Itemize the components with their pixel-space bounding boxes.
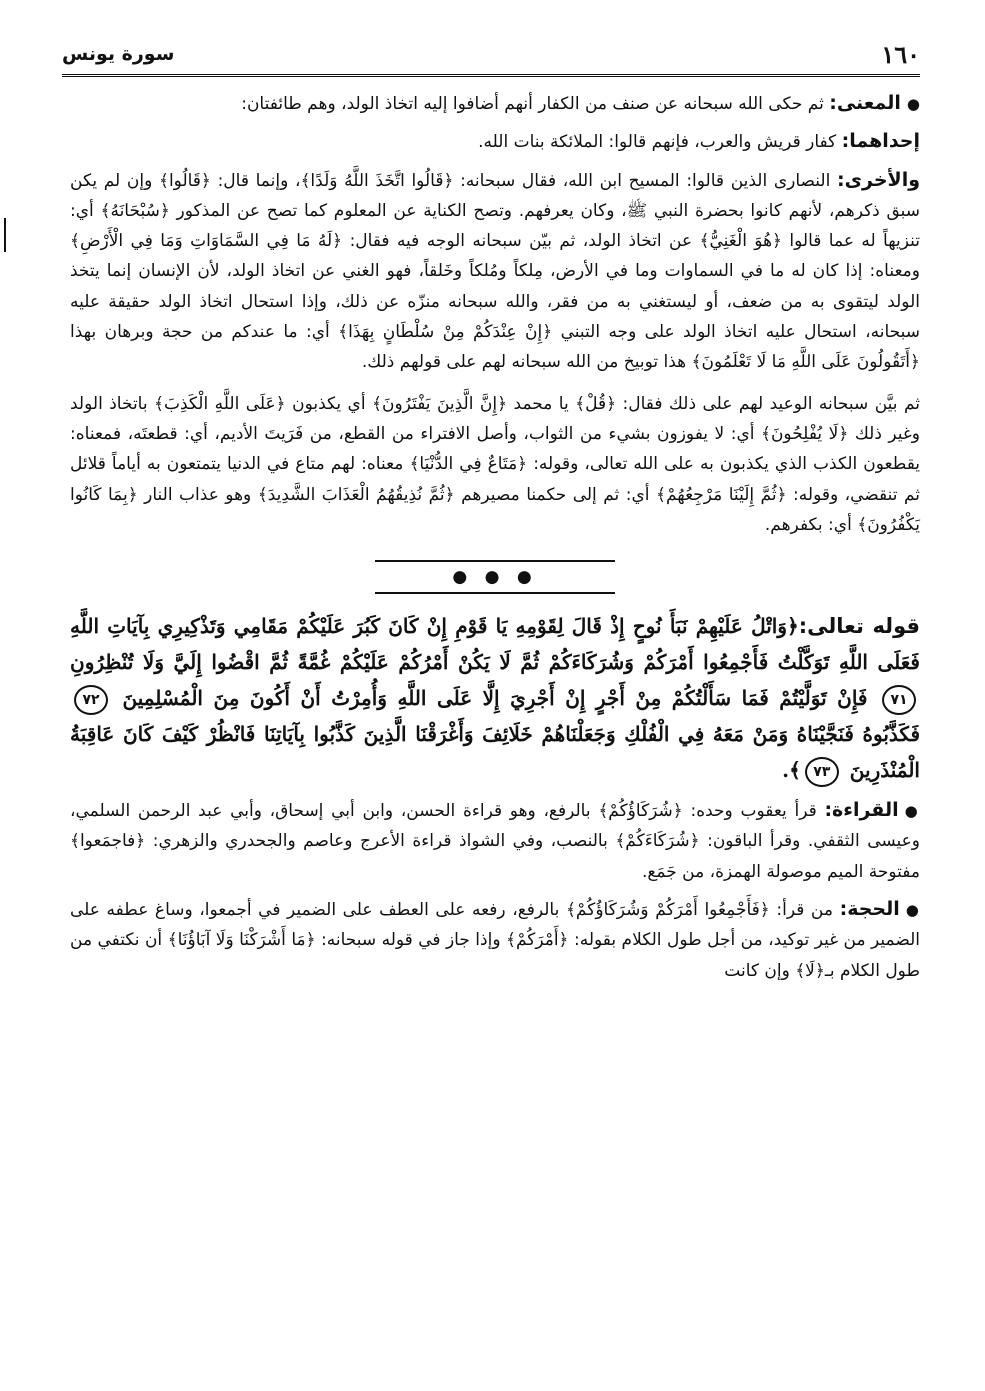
text-segment: النصارى الذين قالوا: المسيح ابن الله، فقال سبحانه: [460, 170, 831, 191]
text-segment: معناه: لهم متاع في الدنيا يتمتعون به أياماً قلائل ثم تنقضي، وقوله: [70, 454, 921, 505]
text-segment: أي يكذبون [292, 393, 366, 414]
divider-dots: ● ● ● [452, 567, 538, 588]
text-segment: وإن لم يكن سبق ذكرهم، لأنهم كانوا بحضرة النبي ﷺ، وكان يعرفهم. وتصح الكناية عن المعلوم كما تصح عن المذكور [70, 170, 921, 221]
verse-quote: ﴿مَتَاعٌ فِي الدُّنْيَا﴾ [409, 454, 528, 475]
page-header [62, 34, 920, 77]
paragraph-text: كفار قريش والعرب، فإنهم قالوا: الملائكة بنات الله. [478, 132, 837, 153]
verse-quote: ﴿شُرَكَاءَكُمْ﴾ [615, 831, 700, 852]
verse-quote: ﴿فَأَجْمِعُوا أَمْرَكُمْ وَشُرَكَاؤُكُمْ﴾ [565, 900, 770, 921]
meaning-paragraph [70, 88, 920, 119]
ayah-number-icon: ٧٢ [74, 685, 108, 715]
verse-quote: ﴿قُلْ﴾ [575, 393, 617, 414]
text-segment: أن نكتفي من طول الكلام بـ [70, 930, 920, 981]
verse-quote: ﴿لَا﴾ [795, 960, 825, 981]
verse-quote: ﴿عَلَى اللَّهِ الْكَذِبَ﴾ [154, 393, 286, 414]
bullet-icon: ● [905, 901, 921, 920]
text-segment: باتخاذ الولد وغير ذلك [70, 393, 920, 444]
verse-quote: ﴿أَمْرَكُمْ﴾ [505, 930, 569, 951]
term-first: إحداهما: [841, 130, 920, 153]
verse-quote: ﴿قَالُوا﴾ [158, 170, 211, 191]
readings-paragraph [70, 795, 920, 887]
text-segment: عن اتخاذ الولد، ثم بيّن سبحانه الوجه فيه فقال: [349, 231, 693, 252]
ayah-number-icon: ٧٣ [805, 757, 839, 787]
verse-quote: ﴿لَا يُفْلِحُونَ﴾ [760, 423, 849, 444]
text-segment: بالرفع، وهو قراءة الحسن، وابن أبي إسحاق، وأبي عبد الرحمن السلمي، وعيسى الثقفي. وقرأ الباقون: [70, 801, 921, 852]
text-segment: مفتوحة الميم موصولة الهمزة، من جَمَع. [641, 861, 920, 882]
verse-quote: ﴿أَتَقُولُونَ عَلَى اللَّهِ مَا لَا تَعْلَمُونَ﴾ [691, 352, 920, 373]
verse-lead: قوله تعالى: [798, 614, 920, 639]
verse-quote: ﴿هُوَ الْغَنِيُّ﴾ [699, 231, 783, 252]
text-segment: وهو عذاب النار [144, 484, 252, 505]
text-segment: بالرفع، رفعه على العطف على الضمير في أجمعوا، وساغ عطفه على الضمير من غير توكيد، من أجل طول الكلام بقوله: [70, 900, 921, 951]
verse-quote: ﴿فاجمَعوا﴾ [70, 831, 146, 852]
verse-quote: ﴿سُبْحَانَهُ﴾ [100, 200, 170, 221]
divider-line-bottom [375, 592, 615, 594]
quran-text-end: ﴾. [782, 758, 801, 783]
ayah-number-icon: ٧١ [882, 685, 916, 715]
term-second: والأخرى: [837, 168, 921, 191]
text-segment: أي: بكفرهم. [764, 514, 852, 535]
term-argument: الحجة: [839, 898, 900, 921]
verse-quote: ﴿مَا أَشْرَكْنَا وَلَا آبَاؤُنَا﴾ [167, 930, 316, 951]
margin-mark [4, 218, 6, 252]
surah-name: سورة يونس [62, 43, 175, 65]
verse-quote: ﴿ثُمَّ إِلَيْنَا مَرْجِعُهُمْ﴾ [655, 484, 787, 505]
verse-quote: ﴿قَالُوا اتَّخَذَ اللَّهُ وَلَدًا﴾ [300, 170, 454, 191]
text-segment: وإذا جاز في قوله سبحانه: [321, 930, 501, 951]
text-segment: من قرأ: [776, 900, 833, 921]
term-meaning: المعنى: [829, 92, 901, 114]
section-divider [375, 560, 615, 594]
text-segment: أي: ما عندكم من حجة وبرهان بهذا [70, 322, 330, 343]
verse-quote: ﴿ثُمَّ نُذِيقُهُمُ الْعَذَابَ الشَّدِيدَ﴾ [257, 484, 455, 505]
first-group-paragraph [70, 126, 920, 157]
bullet-icon: ● [906, 95, 920, 113]
text-segment: ، وإنما قال: [217, 170, 301, 191]
text-segment: هذا توبيخ من الله سبحانه لهم على قولهم ذلك. [361, 352, 687, 373]
text-segment: يا محمد [513, 393, 569, 414]
term-readings: القراءة: [824, 799, 899, 822]
threat-paragraph [70, 389, 920, 540]
divider-line-top [375, 560, 615, 562]
verse-quote: ﴿لَهُ مَا فِي السَّمَاوَاتِ وَمَا فِي الْأَرْضِ﴾ [70, 231, 343, 252]
quran-text: ﴿وَاتْلُ عَلَيْهِمْ نَبَأَ نُوحٍ إِذْ قَالَ لِقَوْمِهِ يَا قَوْمِ إِنْ كَانَ كَبُرَ عَلَيْكُمْ مَقَامِي وَتَذْكِيرِي بِآيَاتِ اللَّهِ فَعَلَى اللَّهِ تَوَكَّلْتُ فَأَجْمِعُوا أَمْرَكُمْ وَشُرَكَاءَكُمْ ثُمَّ لَا يَكُنْ أَمْرُكُمْ عَلَيْكُمْ غُمَّةً ثُمَّ اقْضُوا إِلَيَّ وَلَا تُنْظِرُونِ [70, 614, 920, 675]
verse-quote: ﴿شُرَكَاؤُكُمْ﴾ [598, 801, 683, 822]
verse-quote: ﴿إِنَّ الَّذِينَ يَفْتَرُونَ﴾ [372, 393, 508, 414]
verse-quote: ﴿إِنْ عِنْدَكُمْ مِنْ سُلْطَانٍ بِهَذَا﴾ [338, 322, 553, 343]
text-segment: ومعناه: إذا كان له ما في السماوات وما في الأرض، مِلكاً ومُلكاً وخَلقاً، فهو الغني عن اتخاذ الولد، لأن الإنسان إنما يتخذ الولد ليتقوى به من ضعف، أو ليستغني به من فقر، والله سبحانه منزّه عن ذلك، وإذا استحال اتخاذ الولد حقيقة عليه سبحانه، استحال عليه اتخاذ الولد على وجه التبني [70, 261, 920, 343]
paragraph-text: ثم حكى الله سبحانه عن صنف من الكفار أنهم أضافوا إليه اتخاذ الولد، وهم طائفتان: [241, 94, 824, 114]
text-segment: أي: تنزيهاً له عما قالوا [70, 200, 921, 252]
verse-quote: ﴿بِمَا كَانُوا يَكْفُرُونَ﴾ [70, 484, 920, 535]
text-segment: قرأ يعقوب وحده: [690, 801, 817, 822]
text-segment: وإن كانت [724, 960, 790, 981]
quran-text: فَإِنْ تَوَلَّيْتُمْ فَمَا سَأَلْتُكُمْ مِنْ أَجْرٍ إِنْ أَجْرِيَ إِلَّا عَلَى اللَّهِ وَأُمِرْتُ أَنْ أَكُونَ مِنَ الْمُسْلِمِينَ [122, 686, 868, 711]
bullet-icon: ● [904, 802, 921, 821]
text-segment: أي: ثم إلى حكمنا مصيرهم [461, 484, 650, 505]
second-group-paragraph [70, 165, 920, 378]
argument-paragraph [70, 894, 920, 986]
page-content [70, 88, 920, 986]
quran-verses-block [70, 608, 920, 788]
text-segment: ثم بيَّن سبحانه الوعيد لهم على ذلك فقال: [622, 393, 920, 414]
text-segment: أي: لا يفوزون بشيء من الثواب، وأصل الافتراء من القطع، من فَرَيتَ الأديم، أي: قطعتَه، فمعناه: يقطعون الكذب الذي يكذبون به على الله تعالى، وقوله: [70, 423, 921, 475]
quran-text: فَكَذَّبُوهُ فَنَجَّيْنَاهُ وَمَنْ مَعَهُ فِي الْفُلْكِ وَجَعَلْنَاهُمْ خَلَائِفَ وَأَغْرَقْنَا الَّذِينَ كَذَّبُوا بِآيَاتِنَا فَانْظُرْ كَيْفَ كَانَ عَاقِبَةُ الْمُنْذَرِينَ [70, 722, 920, 783]
page-number: ١٦٠ [881, 39, 920, 69]
text-segment: بالنصب، وفي الشواذ قراءة الأعرج وعاصم والجحدري والزهري: [152, 831, 608, 852]
